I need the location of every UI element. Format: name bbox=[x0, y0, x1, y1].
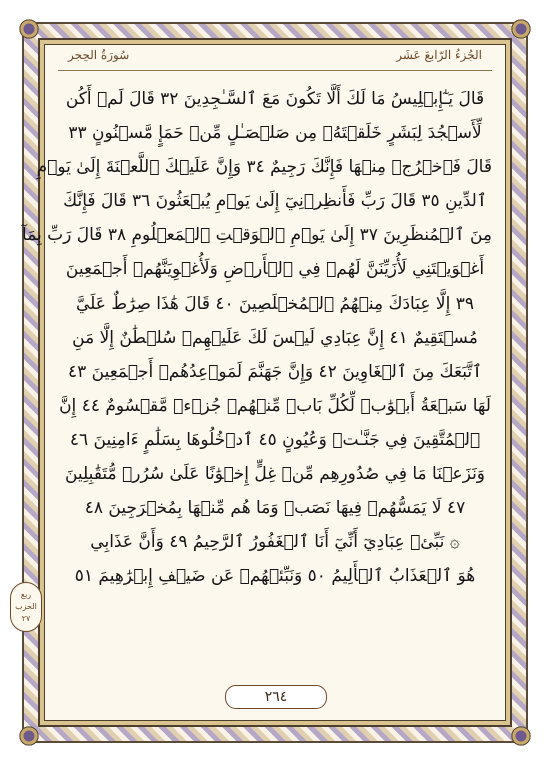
text-line: ٣٩ إِلَّا عِبَادَكَ مِنۡهُمُ ٱلۡمُخۡلَصِينَ ٤٠ قَالَ هَٰذَا صِرَٰطٌ عَلَيَّ bbox=[76, 293, 474, 314]
surah-name: سُورَةُ الحِجر bbox=[68, 48, 130, 62]
text-line: ٱتَّبَعَكَ مِنَ ٱلۡغَاوِينَ ٤٢ وَإِنَّ جَهَنَّمَ لَمَوۡعِدُهُمۡ أَجۡمَعِينَ ٤٣ bbox=[67, 361, 483, 382]
text-line: وَنَزَعۡنَا مَا فِي صُدُورِهِم مِّنۡ غِلٍّ إِخۡوَٰنًا عَلَىٰ سُرُرٖ مُّتَقَٰبِلِينَ bbox=[64, 464, 486, 485]
text-line: هُوَ ٱلۡعَذَابُ ٱلۡأَلِيمُ ٥٠ وَنَبِّئۡهُمۡ عَن ضَيۡفِ إِبۡرَٰهِيمَ ٥١ bbox=[74, 566, 476, 587]
page-number: ٢٦٤ bbox=[225, 685, 327, 709]
marker-label-hizb: الحزب bbox=[15, 602, 37, 611]
text-line: قَالَ فَٱخۡرُجۡ مِنۡهَا فَإِنَّكَ رَجِيمٌ ٣٤ وَإِنَّ عَلَيۡكَ ٱللَّعۡنَةَ إِلَىٰ يَوۡمِ bbox=[36, 157, 492, 178]
corner-ornament-icon bbox=[18, 18, 40, 40]
marker-hizb-number: ٢٧ bbox=[21, 614, 31, 623]
text-line: قَالَ يَـٰٓإِبۡلِيسُ مَا لَكَ أَلَّا تَكُونَ مَعَ ٱلسَّـٰجِدِينَ ٣٢ قَالَ لَمۡ أَكُن bbox=[65, 89, 485, 109]
text-line: مِنَ ٱلۡمُنظَرِينَ ٣٧ إِلَىٰ يَوۡمِ ٱلۡوَقۡتِ ٱلۡمَعۡلُومِ ٣٨ قَالَ رَبِّ بِمَآ bbox=[22, 225, 492, 246]
text-line: مُسۡتَقِيمٌ ٤١ إِنَّ عِبَادِي لَيۡسَ لَكَ عَلَيۡهِمۡ سُلۡطَٰنٌ إِلَّا مَنِ bbox=[72, 327, 478, 348]
juz-name: الجُزءُ الرّابعَ عَشَر bbox=[396, 48, 482, 62]
marker-label-rub: ربع bbox=[20, 590, 32, 599]
corner-ornament-icon bbox=[18, 725, 40, 747]
text-line: ٱلدِّينِ ٣٥ قَالَ رَبِّ فَأَنظِرۡنِيٓ إِلَىٰ يَوۡمِ يُبۡعَثُونَ ٣٦ قَالَ فَإِنَّكَ bbox=[63, 191, 487, 212]
page-header bbox=[58, 48, 492, 71]
rub-al-hizb-marker bbox=[10, 582, 42, 632]
text-line: لِّأَسۡجُدَ لِبَشَرٍ خَلَقۡتَهُۥ مِن صَلۡصَـٰلٍ مِّنۡ حَمَإٍ مَّسۡنُونٍ ٣٣ bbox=[68, 123, 482, 144]
text-line: ۞ نَبِّئۡ عِبَادِيٓ أَنِّيٓ أَنَا ٱلۡغَفُورُ ٱلرَّحِيمُ ٤٩ وَأَنَّ عَذَابِي bbox=[90, 532, 460, 553]
text-line: أَغۡوَيۡتَنِي لَأُزَيِّنَنَّ لَهُمۡ فِي ٱلۡأَرۡضِ وَلَأُغۡوِيَنَّهُمۡ أَجۡمَعِينَ bbox=[65, 259, 485, 280]
text-line: لَهَا سَبۡعَةُ أَبۡوَٰبٖ لِّكُلِّ بَابٖ مِّنۡهُمۡ جُزۡءٞ مَّقۡسُومٌ ٤٤ إِنَّ bbox=[59, 395, 491, 416]
corner-ornament-icon bbox=[510, 725, 532, 747]
text-line: ٤٧ لَا يَمَسُّهُمۡ فِيهَا نَصَبٞ وَمَا هُم مِّنۡهَا بِمُخۡرَجِينَ ٤٨ bbox=[84, 498, 466, 519]
corner-ornament-icon bbox=[510, 18, 532, 40]
text-line: ٱلۡمُتَّقِينَ فِي جَنَّـٰتٖ وَعُيُونٍ ٤٥ ٱدۡخُلُوهَا بِسَلَٰمٍ ءَامِنِينَ ٤٦ bbox=[69, 429, 481, 450]
